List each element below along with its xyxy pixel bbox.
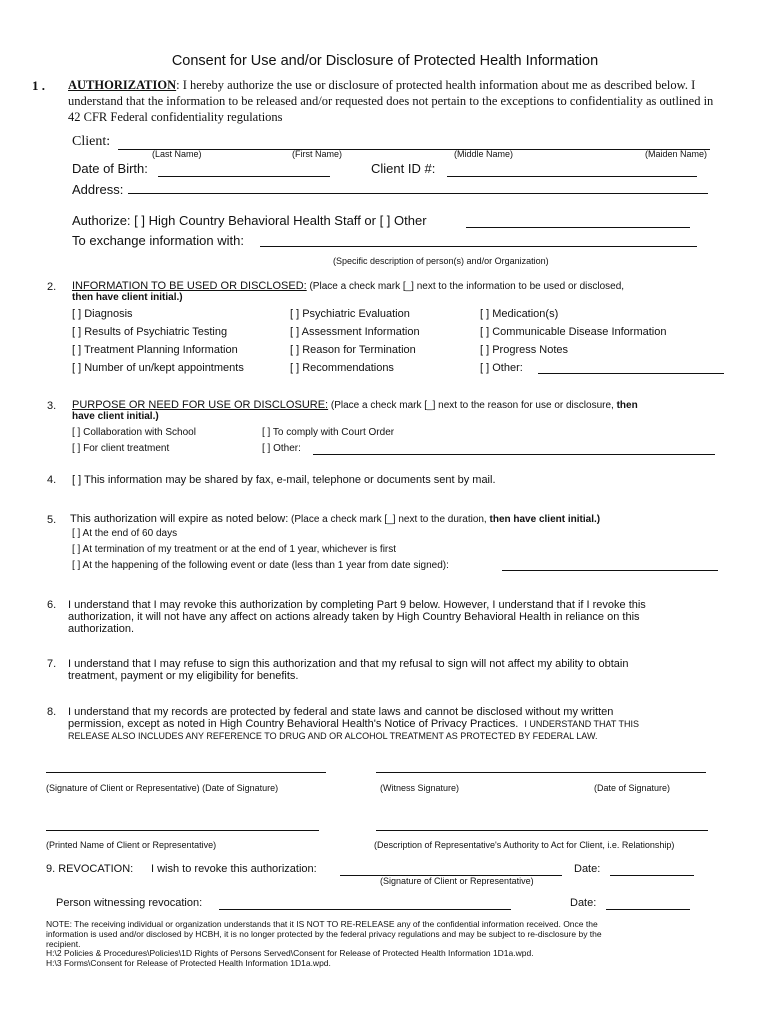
printed-name-field[interactable] [46, 830, 319, 831]
info-option[interactable]: [ ] Other: [480, 362, 523, 374]
dob-label: Date of Birth: [72, 161, 148, 176]
section-1-line-2: understand that the information to be released and/or requested does not pertain to the exceptions to confidentiality as outlined in [68, 94, 714, 108]
client-signature-field[interactable] [46, 772, 326, 773]
note-line-2: information is used and/or disclosed by HCBH, it is no longer protected by the federal privacy regulations and may be subject to re-disclosure by the [46, 929, 602, 939]
section-3-text-bold: then [616, 400, 638, 411]
section-7-number: 7. [47, 658, 57, 670]
file-path-1: H:\2 Policies & Procedures\Policies\1D Rights of Persons Served\Consent for Release of Protected Health Information 1D1a.wpd. [46, 948, 534, 958]
page-title: Consent for Use and/or Disclosure of Protected Health Information [171, 53, 599, 69]
section-8-line-1: I understand that my records are protected by federal and state laws and cannot be disclosed without my written [68, 706, 614, 718]
info-option[interactable]: [ ] Recommendations [290, 362, 394, 374]
revocation-signature-caption: (Signature of Client or Representative) [380, 876, 534, 886]
section-1-line-1 [68, 78, 695, 93]
expiry-option[interactable]: [ ] At the end of 60 days [72, 528, 178, 539]
exchange-label: To exchange information with: [72, 233, 244, 248]
client-signature-caption: (Signature of Client or Representative) (Date of Signature) [46, 783, 279, 793]
last-name-caption: (Last Name) [152, 149, 202, 159]
section-5-number: 5. [47, 514, 57, 526]
section-6-number: 6. [47, 599, 57, 611]
section-1-line-3: 42 CFR Federal confidentiality regulations [68, 110, 283, 124]
section-8-caps: I UNDERSTAND THAT THIS [524, 719, 640, 729]
section-3-number: 3. [47, 400, 57, 412]
expiry-option[interactable]: [ ] At the happening of the following event or date (less than 1 year from date signed): [72, 560, 449, 571]
representative-authority-field[interactable] [376, 830, 708, 831]
info-option[interactable]: [ ] Diagnosis [72, 308, 133, 320]
client-id-field[interactable] [447, 176, 697, 177]
authorize-label: Authorize: [ ] High Country Behavioral Health Staff or [ ] Other [72, 213, 427, 228]
info-option[interactable]: [ ] Treatment Planning Information [72, 344, 238, 356]
section-2-text: (Place a check mark [_] next to the information to be used or disclosed, [306, 281, 625, 292]
dob-field[interactable] [158, 176, 330, 177]
section-3-line-1 [72, 399, 638, 411]
section-8-number: 8. [47, 706, 57, 718]
section-3-heading: PURPOSE OR NEED FOR USE OR DISCLOSURE: [72, 399, 329, 411]
revocation-date-label: Date: [574, 863, 601, 875]
info-option[interactable]: [ ] Number of un/kept appointments [72, 362, 244, 374]
note-line-3: recipient. [46, 939, 81, 949]
client-name-field[interactable] [118, 149, 710, 150]
section-8-line-2 [68, 718, 639, 730]
info-option[interactable]: [ ] Assessment Information [290, 326, 420, 338]
info-other-field[interactable] [538, 373, 724, 374]
exchange-field[interactable] [260, 246, 697, 247]
expiry-event-field[interactable] [502, 570, 718, 571]
client-label: Client: [72, 134, 111, 149]
revocation-date-field[interactable] [610, 875, 694, 876]
address-label: Address: [72, 182, 124, 197]
authorize-other-field[interactable] [466, 227, 690, 228]
section-5-note-bold: then have client initial.) [489, 514, 601, 525]
witness-date-caption: (Date of Signature) [594, 783, 671, 793]
witness-revocation-field[interactable] [219, 909, 511, 910]
section-3-line-2: have client initial.) [72, 411, 159, 422]
section-6-line-2: authorization, it will not have any affect on actions already taken by High Country Behavioral Health in reliance on this [68, 611, 640, 623]
first-name-caption: (First Name) [292, 149, 342, 159]
purpose-option[interactable]: [ ] Collaboration with School [72, 427, 196, 438]
authorization-heading: AUTHORIZATION [68, 78, 177, 92]
representative-authority-caption: (Description of Representative's Authority to Act for Client, i.e. Relationship) [374, 840, 675, 850]
revocation-heading: 9. REVOCATION: [46, 863, 134, 875]
section-1-number: 1 . [32, 78, 45, 93]
file-path-2: H:\3 Forms\Consent for Release of Protected Health Information 1D1a.wpd. [46, 958, 331, 968]
info-option[interactable]: [ ] Results of Psychiatric Testing [72, 326, 228, 338]
section-2-number: 2. [47, 281, 57, 293]
section-1-text-1: : I hereby authorize the use or disclosure of protected health information about me as described below. I [176, 78, 696, 92]
witness-revocation-date-field[interactable] [606, 909, 690, 910]
section-7-line-2: treatment, payment or my eligibility for benefits. [68, 670, 299, 682]
purpose-other-field[interactable] [313, 454, 715, 455]
revocation-text: I wish to revoke this authorization: [151, 863, 317, 875]
purpose-option[interactable]: [ ] For client treatment [72, 443, 170, 454]
printed-name-caption: (Printed Name of Client or Representative) [46, 840, 217, 850]
section-8-line-3: RELEASE ALSO INCLUDES ANY REFERENCE TO DRUG AND OR ALCOHOL TREATMENT AS PROTECTED BY FEDERAL LAW. [68, 731, 598, 741]
section-3-text: (Place a check mark [_] next to the reason for use or disclosure, [328, 400, 617, 411]
section-2-heading: INFORMATION TO BE USED OR DISCLOSED: [72, 280, 307, 292]
info-option[interactable]: [ ] Reason for Termination [290, 344, 416, 356]
client-id-label: Client ID #: [371, 161, 436, 176]
section-6-line-1: I understand that I may revoke this authorization by completing Part 9 below. However, I understand that if I revoke this [68, 599, 646, 611]
middle-name-caption: (Middle Name) [454, 149, 514, 159]
section-2-line-1 [72, 280, 624, 292]
section-6-line-3: authorization. [68, 623, 135, 635]
info-option[interactable]: [ ] Progress Notes [480, 344, 569, 356]
purpose-option[interactable]: [ ] Other: [262, 443, 301, 454]
section-5-text: This authorization will expire as noted below: [70, 513, 289, 525]
info-option[interactable]: [ ] Medication(s) [480, 308, 559, 320]
section-5-line-1 [70, 513, 600, 525]
maiden-name-caption: (Maiden Name) [645, 149, 708, 159]
section-8-text-2: permission, except as noted in High Country Behavioral Health's Notice of Privacy Practices. [68, 718, 519, 730]
section-7-line-1: I understand that I may refuse to sign this authorization and that my refusal to sign will not affect my ability to obtain [68, 658, 629, 670]
purpose-option[interactable]: [ ] To comply with Court Order [262, 427, 395, 438]
section-2-line-2: then have client initial.) [72, 292, 183, 303]
witness-signature-field[interactable] [376, 772, 706, 773]
specific-description-caption: (Specific description of person(s) and/or Organization) [333, 256, 549, 266]
witness-signature-caption: (Witness Signature) [380, 783, 460, 793]
note-line-1: NOTE: The receiving individual or organization understands that it IS NOT TO RE-RELEASE any of the confidential information received. Once the [46, 919, 598, 929]
witness-revocation-label: Person witnessing revocation: [56, 897, 203, 909]
expiry-option[interactable]: [ ] At termination of my treatment or at the end of 1 year, whichever is first [72, 544, 397, 555]
section-4-number: 4. [47, 474, 57, 486]
address-field[interactable] [128, 193, 708, 194]
info-option[interactable]: [ ] Communicable Disease Information [480, 326, 667, 338]
section-5-note: (Place a check mark [_] next to the duration, [288, 514, 490, 525]
section-4-text[interactable]: [ ] This information may be shared by fax, e-mail, telephone or documents sent by mail. [72, 474, 496, 486]
witness-revocation-date-label: Date: [570, 897, 597, 909]
info-option[interactable]: [ ] Psychiatric Evaluation [290, 308, 410, 320]
